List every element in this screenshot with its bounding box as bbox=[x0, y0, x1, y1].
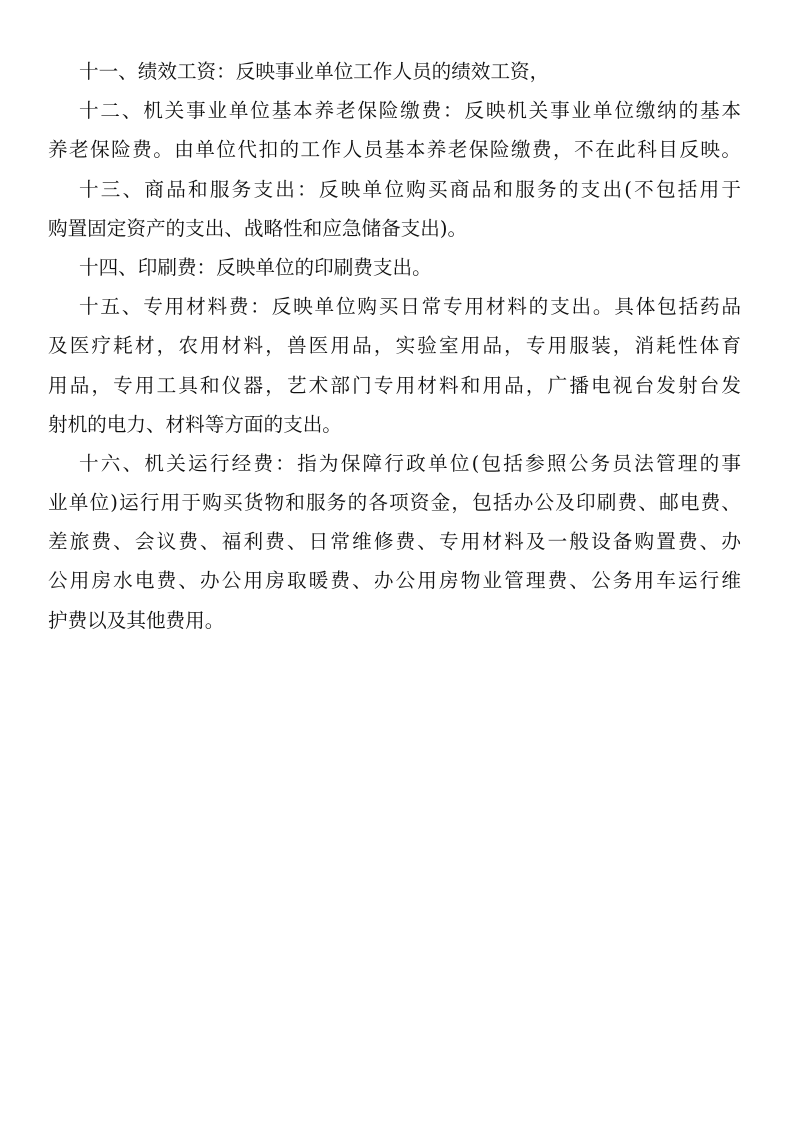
text-line: 业单位)运行用于购买货物和服务的各项资金，包括办公及印刷费、邮电费、 bbox=[48, 491, 741, 515]
paragraph-12 bbox=[48, 91, 741, 169]
text-line: 十二、机关事业单位基本养老保险缴费：反映机关事业单位缴纳的基本 bbox=[79, 99, 741, 123]
text-line: 十三、商品和服务支出：反映单位购买商品和服务的支出(不包括用于 bbox=[79, 177, 741, 201]
text-line: 用品，专用工具和仪器，艺术部门专用材料和用品，广播电视台发射台发 bbox=[48, 373, 741, 397]
text-line: 护费以及其他费用。 bbox=[48, 608, 225, 632]
paragraph-13 bbox=[48, 170, 741, 248]
text-line: 十六、机关运行经费：指为保障行政单位(包括参照公务员法管理的事 bbox=[79, 451, 741, 475]
text-line: 购置固定资产的支出、战略性和应急储备支出)。 bbox=[48, 216, 468, 240]
text-line: 射机的电力、材料等方面的支出。 bbox=[48, 412, 342, 436]
paragraph-15 bbox=[48, 287, 741, 444]
paragraph-16 bbox=[48, 444, 741, 640]
text-line: 及医疗耗材，农用材料，兽医用品，实验室用品，专用服装，消耗性体育 bbox=[48, 334, 741, 358]
text-line: 十一、绩效工资：反映事业单位工作人员的绩效工资， bbox=[79, 60, 550, 83]
text-line: 养老保险费。由单位代扣的工作人员基本养老保险缴费，不在此科目反映。 bbox=[48, 138, 741, 162]
paragraph-11 bbox=[79, 52, 741, 91]
text-line: 公用房水电费、办公用房取暖费、办公用房物业管理费、公务用车运行维 bbox=[48, 569, 741, 593]
paragraph-14 bbox=[79, 248, 741, 287]
text-line: 差旅费、会议费、福利费、日常维修费、专用材料及一般设备购置费、办 bbox=[48, 530, 741, 554]
document-body bbox=[48, 52, 741, 640]
text-line: 十五、专用材料费：反映单位购买日常专用材料的支出。具体包括药品 bbox=[79, 295, 741, 319]
text-line: 十四、印刷费：反映单位的印刷费支出。 bbox=[79, 255, 432, 279]
